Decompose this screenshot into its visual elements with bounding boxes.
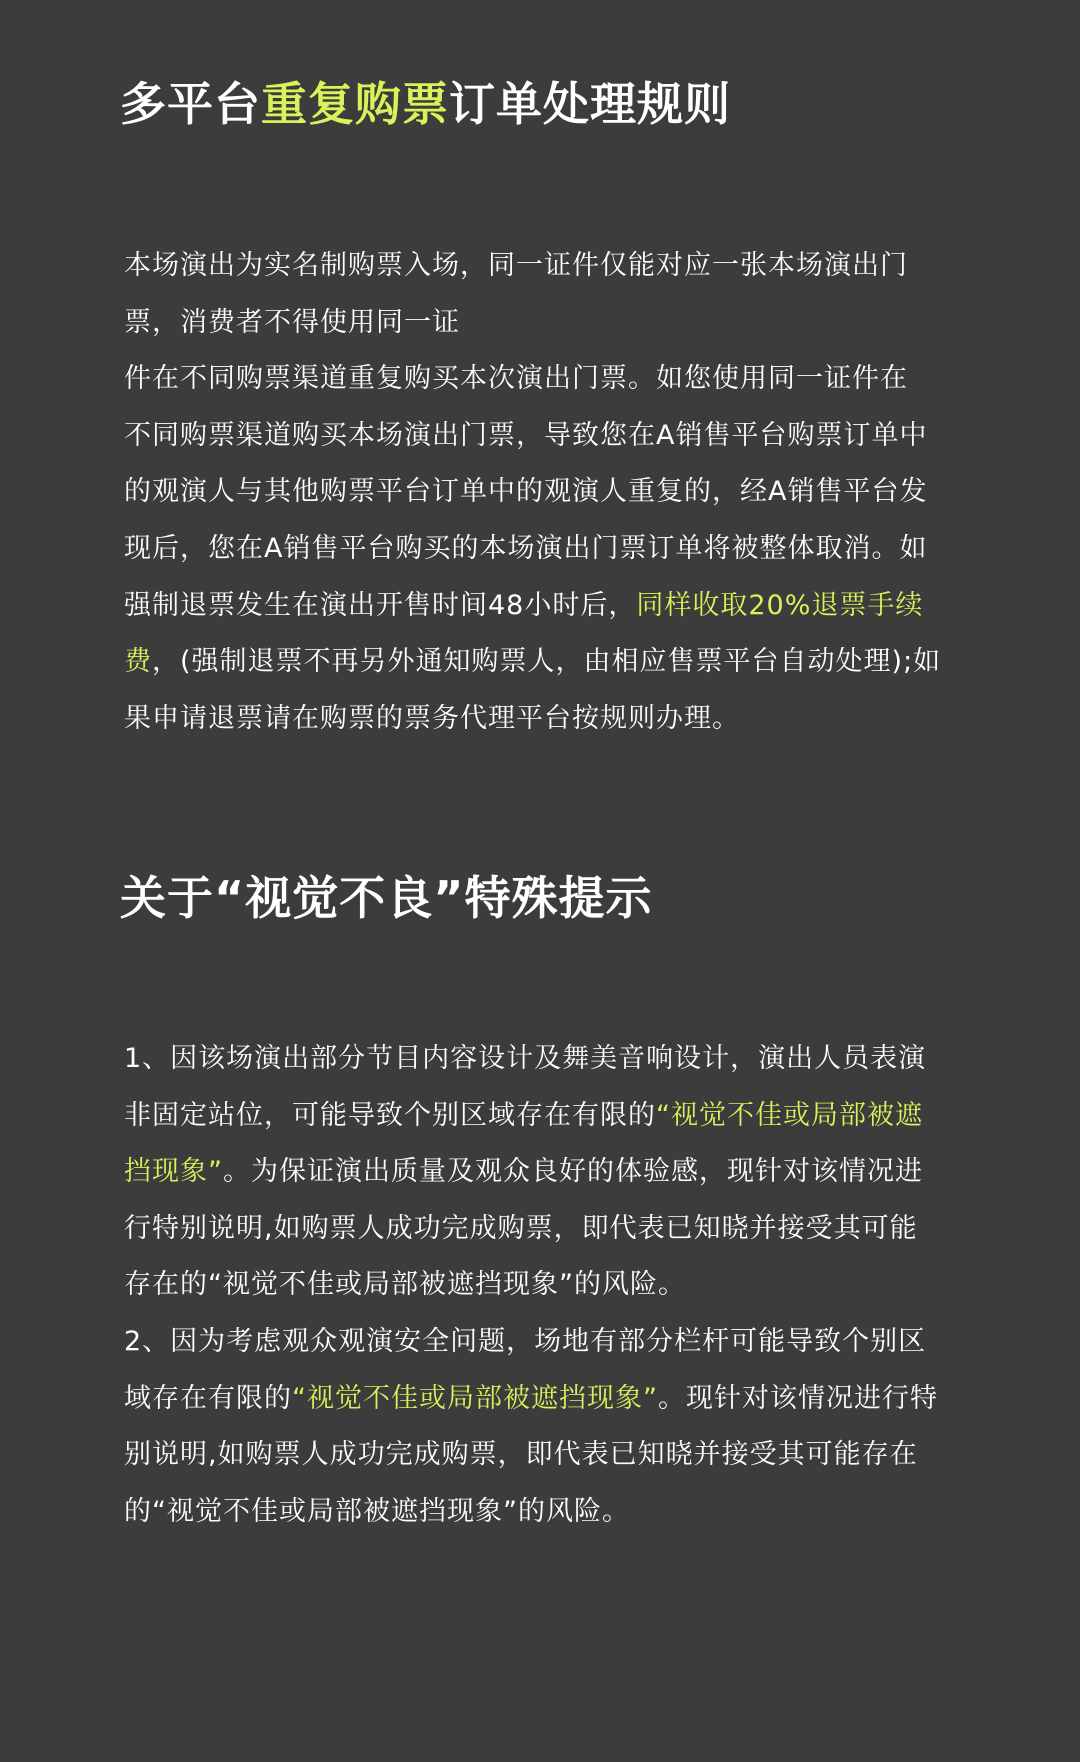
paragraph-line: 本场演出为实名制购票入场，同一证件仅能对应一张本场演出门 [124,250,908,281]
paragraph-line: 件在不同购票渠道重复购买本次演出门票。如您使用同一证件在 [124,363,908,395]
notice-item-2-line: 2、因为考虑观众观演安全问题，场地有部分栏杆可能导致个别区 [124,1325,927,1357]
paragraph-line: 票，消费者不得使用同一证 [124,306,460,338]
notice-item-2-line [124,1371,974,1428]
line-text: 强制退票发生在演出开售时间48小时后， [124,589,637,621]
visual-notice-paragraph [124,1031,974,1540]
title-suffix: 订单处理规则 [449,77,731,131]
section-title-visual-notice: 关于“视觉不良”特殊提示 [120,871,653,925]
line-text: 非固定站位，可能导致个别区域存在有限的 [124,1099,656,1131]
notice-item-2-line: 的“视觉不佳或局部被遮挡现象”的风险。 [124,1495,630,1527]
line-text: 域存在有限的 [124,1382,292,1414]
paragraph-line: 的观演人与其他购票平台订单中的观演人重复的，经A销售平台发 [124,476,928,508]
notice-item-2-line: 别说明,如购票人成功完成购票，即代表已知晓并接受其可能存在 [124,1439,918,1471]
notice-item-1-line: 行特别说明,如购票人成功完成购票，即代表已知晓并接受其可能 [124,1212,918,1244]
notice-item-1-line: 1、因该场演出部分节目内容设计及舞美音响设计，演出人员表演 [124,1043,927,1074]
paragraph-line: 现后，您在A销售平台购买的本场演出门票订单将被整体取消。如 [124,532,928,564]
section-title-duplicate-orders [120,76,731,132]
paragraph-line [124,634,974,691]
visual-warning-highlight: 挡现象” [124,1156,223,1188]
visual-warning-highlight: “视觉不佳或局部被遮 [656,1099,923,1131]
visual-warning-highlight: “视觉不佳或局部被遮挡现象” [292,1382,658,1414]
line-text: ，(强制退票不再另外通知购票人，由相应售票平台自动处理);如 [152,646,942,678]
refund-fee-highlight: 费 [124,646,152,678]
refund-fee-highlight: 同样收取20%退票手续 [636,589,924,621]
duplicate-orders-paragraph [124,238,974,747]
paragraph-line [124,578,974,635]
notice-item-1-line: 存在的“视觉不佳或局部被遮挡现象”的风险。 [124,1269,686,1301]
line-text: 。为保证演出质量及观众良好的体验感，现针对该情况进 [223,1156,923,1188]
title-highlight: 重复购票 [261,77,449,131]
line-text: 。现针对该情况进行特 [657,1382,938,1414]
paragraph-line: 果申请退票请在购票的票务代理平台按规则办理。 [124,702,740,734]
notice-item-1-line [124,1144,974,1201]
paragraph-line: 不同购票渠道购买本场演出门票，导致您在A销售平台购票订单中 [124,419,928,451]
notice-item-1-line [124,1088,974,1145]
title-prefix: 多平台 [120,77,261,131]
